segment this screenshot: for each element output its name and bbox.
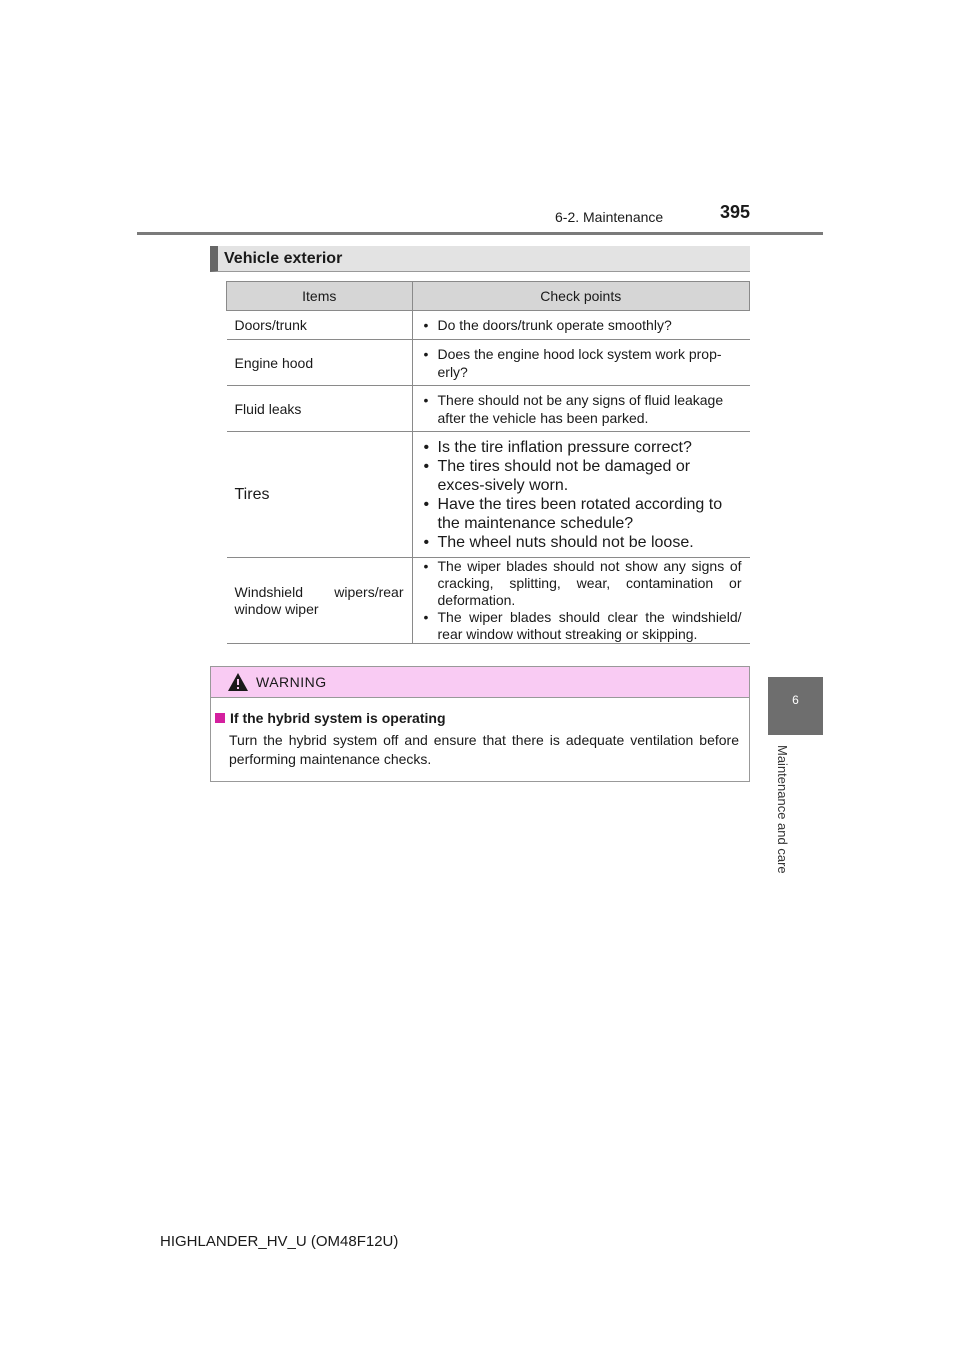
points-cell (412, 386, 750, 432)
table-row (227, 558, 750, 644)
check-table (226, 281, 750, 644)
table-row (227, 386, 750, 432)
points-cell (412, 340, 750, 386)
points-cell (412, 432, 750, 558)
check-point: • The wiper blades should not show any signs of cracking, splitting, wear, contamination or deformation. (421, 558, 742, 609)
points-cell (412, 311, 750, 340)
column-header-check-points: Check points (412, 282, 750, 311)
warning-text: Turn the hybrid system off and ensure that there is adequate ventilation before performing maintenance checks. (229, 732, 739, 767)
item-cell: Windshield wipers/rear window wiper (227, 558, 413, 644)
check-point: • The wiper blades should clear the windshield/ rear window without streaking or skipping. (421, 609, 742, 643)
check-point: • There should not be any signs of fluid leakage after the vehicle has been parked. (421, 391, 742, 427)
check-point: • Do the doors/trunk operate smoothly? (421, 316, 742, 334)
check-point: • Is the tire inflation pressure correct? (421, 438, 742, 457)
table-row (227, 311, 750, 340)
check-point: • The tires should not be damaged or exces-sively worn. (421, 457, 742, 495)
table-row (227, 432, 750, 558)
chapter-number: 6 (792, 693, 799, 707)
points-cell (412, 558, 750, 644)
warning-box (210, 666, 750, 782)
section-header: 6-2. Maintenance (555, 209, 664, 225)
check-point: • Does the engine hood lock system work prop-erly? (421, 345, 742, 381)
item-cell: Engine hood (227, 340, 413, 386)
warning-header (211, 667, 749, 698)
page-number: 395 (720, 202, 751, 222)
header-rule (137, 232, 823, 235)
warning-title-row (215, 710, 446, 726)
section-heading (210, 246, 750, 272)
column-header-items: Items (227, 282, 413, 311)
item-cell: Tires (227, 432, 413, 558)
item-cell: Fluid leaks (227, 386, 413, 432)
chapter-tab (768, 677, 823, 735)
footer-model-code: HIGHLANDER_HV_U (OM48F12U) (160, 1233, 399, 1250)
check-point: • The wheel nuts should not be loose. (421, 533, 742, 552)
square-bullet-icon (215, 713, 225, 723)
warning-triangle-icon (227, 672, 249, 692)
warning-title: If the hybrid system is operating (230, 710, 446, 726)
chapter-title: Maintenance and care (775, 745, 790, 874)
item-cell: Doors/trunk (227, 311, 413, 340)
section-title: Vehicle exterior (224, 250, 343, 267)
table-row (227, 340, 750, 386)
warning-label: WARNING (256, 674, 327, 690)
check-point: • Have the tires been rotated according to the maintenance schedule? (421, 495, 742, 533)
